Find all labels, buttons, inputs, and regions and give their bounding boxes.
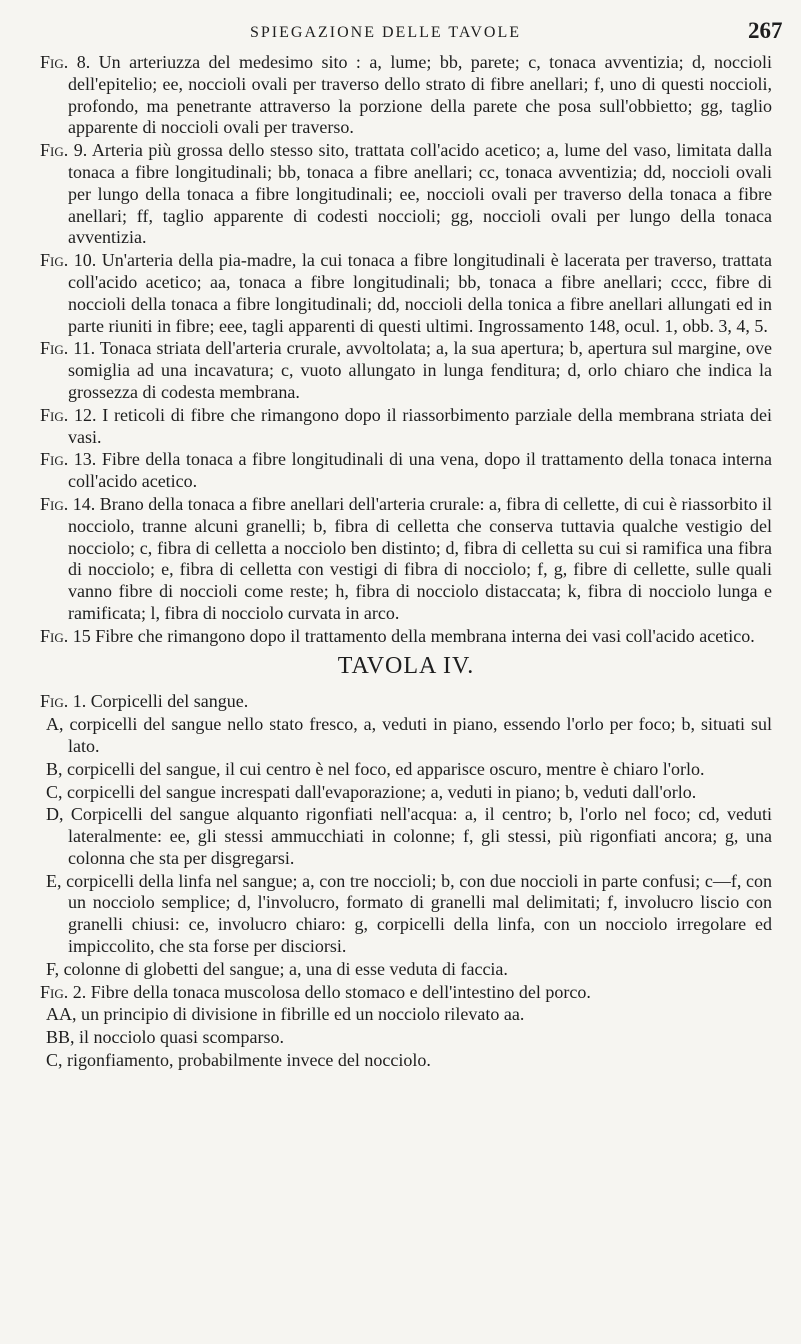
figure-entry <box>40 405 772 449</box>
section-title: TAVOLA IV. <box>337 652 475 679</box>
figure-description: C, corpicelli del sangue increspati dall'evaporazione; a, veduti in piano; b, veduti dall'orlo. <box>46 781 697 802</box>
figure-number: 9. <box>73 140 88 161</box>
figure-entry <box>40 982 772 1004</box>
figure-description: Fibre della tonaca muscolosa dello stomaco e dell'intestino del porco. <box>90 981 591 1002</box>
figure-label: Fig. <box>40 250 69 271</box>
figure-subentry <box>40 959 772 981</box>
figure-entry <box>40 338 772 403</box>
figure-label: Fig. <box>40 140 69 161</box>
figure-number: 8. <box>76 52 91 72</box>
figure-description: B, corpicelli del sangue, il cui centro è nel foco, ed apparisce oscuro, mentre è chiaro l'orlo. <box>46 758 705 779</box>
figure-description: AA, un principio di divisione in fibrille ed un nocciolo rilevato aa. <box>46 1004 525 1025</box>
figure-number: 11. <box>73 338 96 359</box>
figure-description: Fibre della tonaca a fibre longitudinali di una vena, dopo il trattamento della tonaca interna coll'acido acetico. <box>68 449 772 492</box>
figure-subentry <box>40 804 772 869</box>
figure-description: A, corpicelli del sangue nello stato fresco, a, veduti in piano, essendo l'orlo per foco; b, situati sul lato. <box>46 714 772 756</box>
figure-number: 1. <box>72 691 87 712</box>
figure-subentry <box>40 1004 772 1026</box>
page-number: 267 <box>748 18 783 43</box>
figure-number: 10. <box>73 250 97 271</box>
figure-number: 15 <box>72 625 91 646</box>
figure-description: Tonaca striata dell'arteria crurale, avvoltolata; a, la sua apertura; b, apertura sul margine, ove somiglia ad una incavatura; c, vuoto allungato in lunga fenditura; d, orlo chiaro che indica la grossezza di codesta membrana. <box>68 338 772 402</box>
figure-description: I reticoli di fibre che rimangono dopo il riassorbimento parziale della membrana striata dei vasi. <box>68 404 773 447</box>
figure-entry <box>40 250 772 337</box>
figure-explanations-fig-1 <box>40 691 772 980</box>
figure-label: Fig. <box>40 493 69 514</box>
figure-description: Corpicelli del sangue. <box>90 691 249 712</box>
figure-subentry <box>40 714 772 758</box>
figure-number: 13. <box>73 449 97 470</box>
figure-explanations-tavola-iii <box>40 52 772 648</box>
figure-label: Fig. <box>40 404 69 425</box>
figure-description: Un arteriuzza del medesimo sito : a, lume; bb, parete; c, tonaca avventizia; d, noccioli dell'epitelio; ee, noccioli ovali per traverso dello strato di fibre anellari; f, uno di questi noccioli, profondo, ma penetrante attraverso la porzione della parete che posa sull'obbietto; gg, taglio apparente di noccioli ovali per traverso. <box>68 52 772 138</box>
running-title: SPIEGAZIONE DELLE TAVOLE <box>250 24 521 41</box>
page-header <box>0 18 801 48</box>
figure-label: Fig. <box>40 981 69 1002</box>
page-body <box>40 52 772 1073</box>
figure-entry <box>40 140 772 249</box>
figure-number: 12. <box>74 404 97 425</box>
figure-number: 14. <box>72 493 96 514</box>
figure-entry <box>40 494 772 625</box>
figure-description: C, rigonfiamento, probabilmente invece del nocciolo. <box>46 1050 431 1071</box>
figure-number: 2. <box>72 981 87 1002</box>
figure-description: E, corpicelli della linfa nel sangue; a, con tre noccioli; b, con due noccioli in parte confusi; c—f, con un nocciolo semplice; d, l'involucro, formato di granelli mal delimitati; f, involucro liscio con granelli chiusi: ce, involucro chiaro: g, corpicelli della linfa, con un nocciolo irregolare ed impiccolito, che sta forse per disciorsi. <box>46 870 772 957</box>
figure-label: Fig. <box>40 52 69 72</box>
figure-label: Fig. <box>40 338 69 359</box>
figure-subentry <box>40 782 772 804</box>
figure-subentry <box>40 871 772 958</box>
figure-subentry <box>40 1050 772 1072</box>
figure-entry <box>40 691 772 713</box>
figure-description: Fibre che rimangono dopo il trattamento della membrana interna dei vasi coll'acido acetico. <box>95 625 755 646</box>
figure-description: Brano della tonaca a fibre anellari dell'arteria crurale: a, fibra di cellette, di cui è riassorbito il nocciolo, tranne alcuni granelli; b, fibra di celletta che conserva tuttavia qualche vestigio del nocciolo; c, fibra di celletta a nocciolo ben distinto; d, fibra di celletta su cui si ramifica una fibra di nocciolo; e, fibra di celletta con vestigi di fibra di nocciolo; f, g, fibre di cellette, sulle quali vanno fibre di noccioli come reste; h, fibra di nocciolo distaccata; k, fibra di nocciolo lunga e ramificata; l, fibra di nocciolo curvata in arco. <box>68 493 773 623</box>
figure-entry <box>40 449 772 493</box>
figure-description: D, Corpicelli del sangue alquanto rigonfiati nell'acqua: a, il centro; b, l'orlo nel foco; cd, veduti lateralmente: ee, gli stessi ammucchiati in colonne; f, gli stessi, più rigonfiati ancora; g, una colonna che sta per disgregarsi. <box>46 804 772 868</box>
figure-description: Arteria più grossa dello stesso sito, trattata coll'acido acetico; a, lume del vaso, limitata dalla tonaca a fibre longitudinali; bb, tonaca a fibre anellari; cc, tonaca avventizia; dd, noccioli ovali per lungo della tonaca a fibre longitudinali; ee, noccioli ovali per traverso della tonaca a fibre anellari; ff, taglio apparente di codesti noccioli; gg, noccioli ovali per lungo della tonaca avventizia. <box>68 140 772 248</box>
figure-description: BB, il nocciolo quasi scomparso. <box>46 1027 284 1048</box>
figure-label: Fig. <box>40 625 69 646</box>
figure-description: F, colonne di globetti del sangue; a, una di esse veduta di faccia. <box>46 958 508 979</box>
figure-explanations-fig-2 <box>40 982 772 1072</box>
figure-entry <box>40 626 772 648</box>
figure-label: Fig. <box>40 449 69 470</box>
figure-subentry <box>40 759 772 781</box>
figure-label: Fig. <box>40 691 69 712</box>
figure-subentry <box>40 1027 772 1049</box>
figure-entry <box>40 52 772 139</box>
figure-description: Un'arteria della pia-madre, la cui tonaca a fibre longitudinali è lacerata per traverso, trattata coll'acido acetico; aa, tonaca a fibre longitudinali; bb, tonaca a fibre anellari; cccc, fibre di noccioli della tonaca a fibre longitudinali; dd, noccioli della tonica a fibre anellari allungati ed in parte riuniti in fibre; eee, tagli apparenti di questi ultimi. Ingrossamento 148, ocul. 1, obb. 3, 4, 5. <box>68 250 773 336</box>
